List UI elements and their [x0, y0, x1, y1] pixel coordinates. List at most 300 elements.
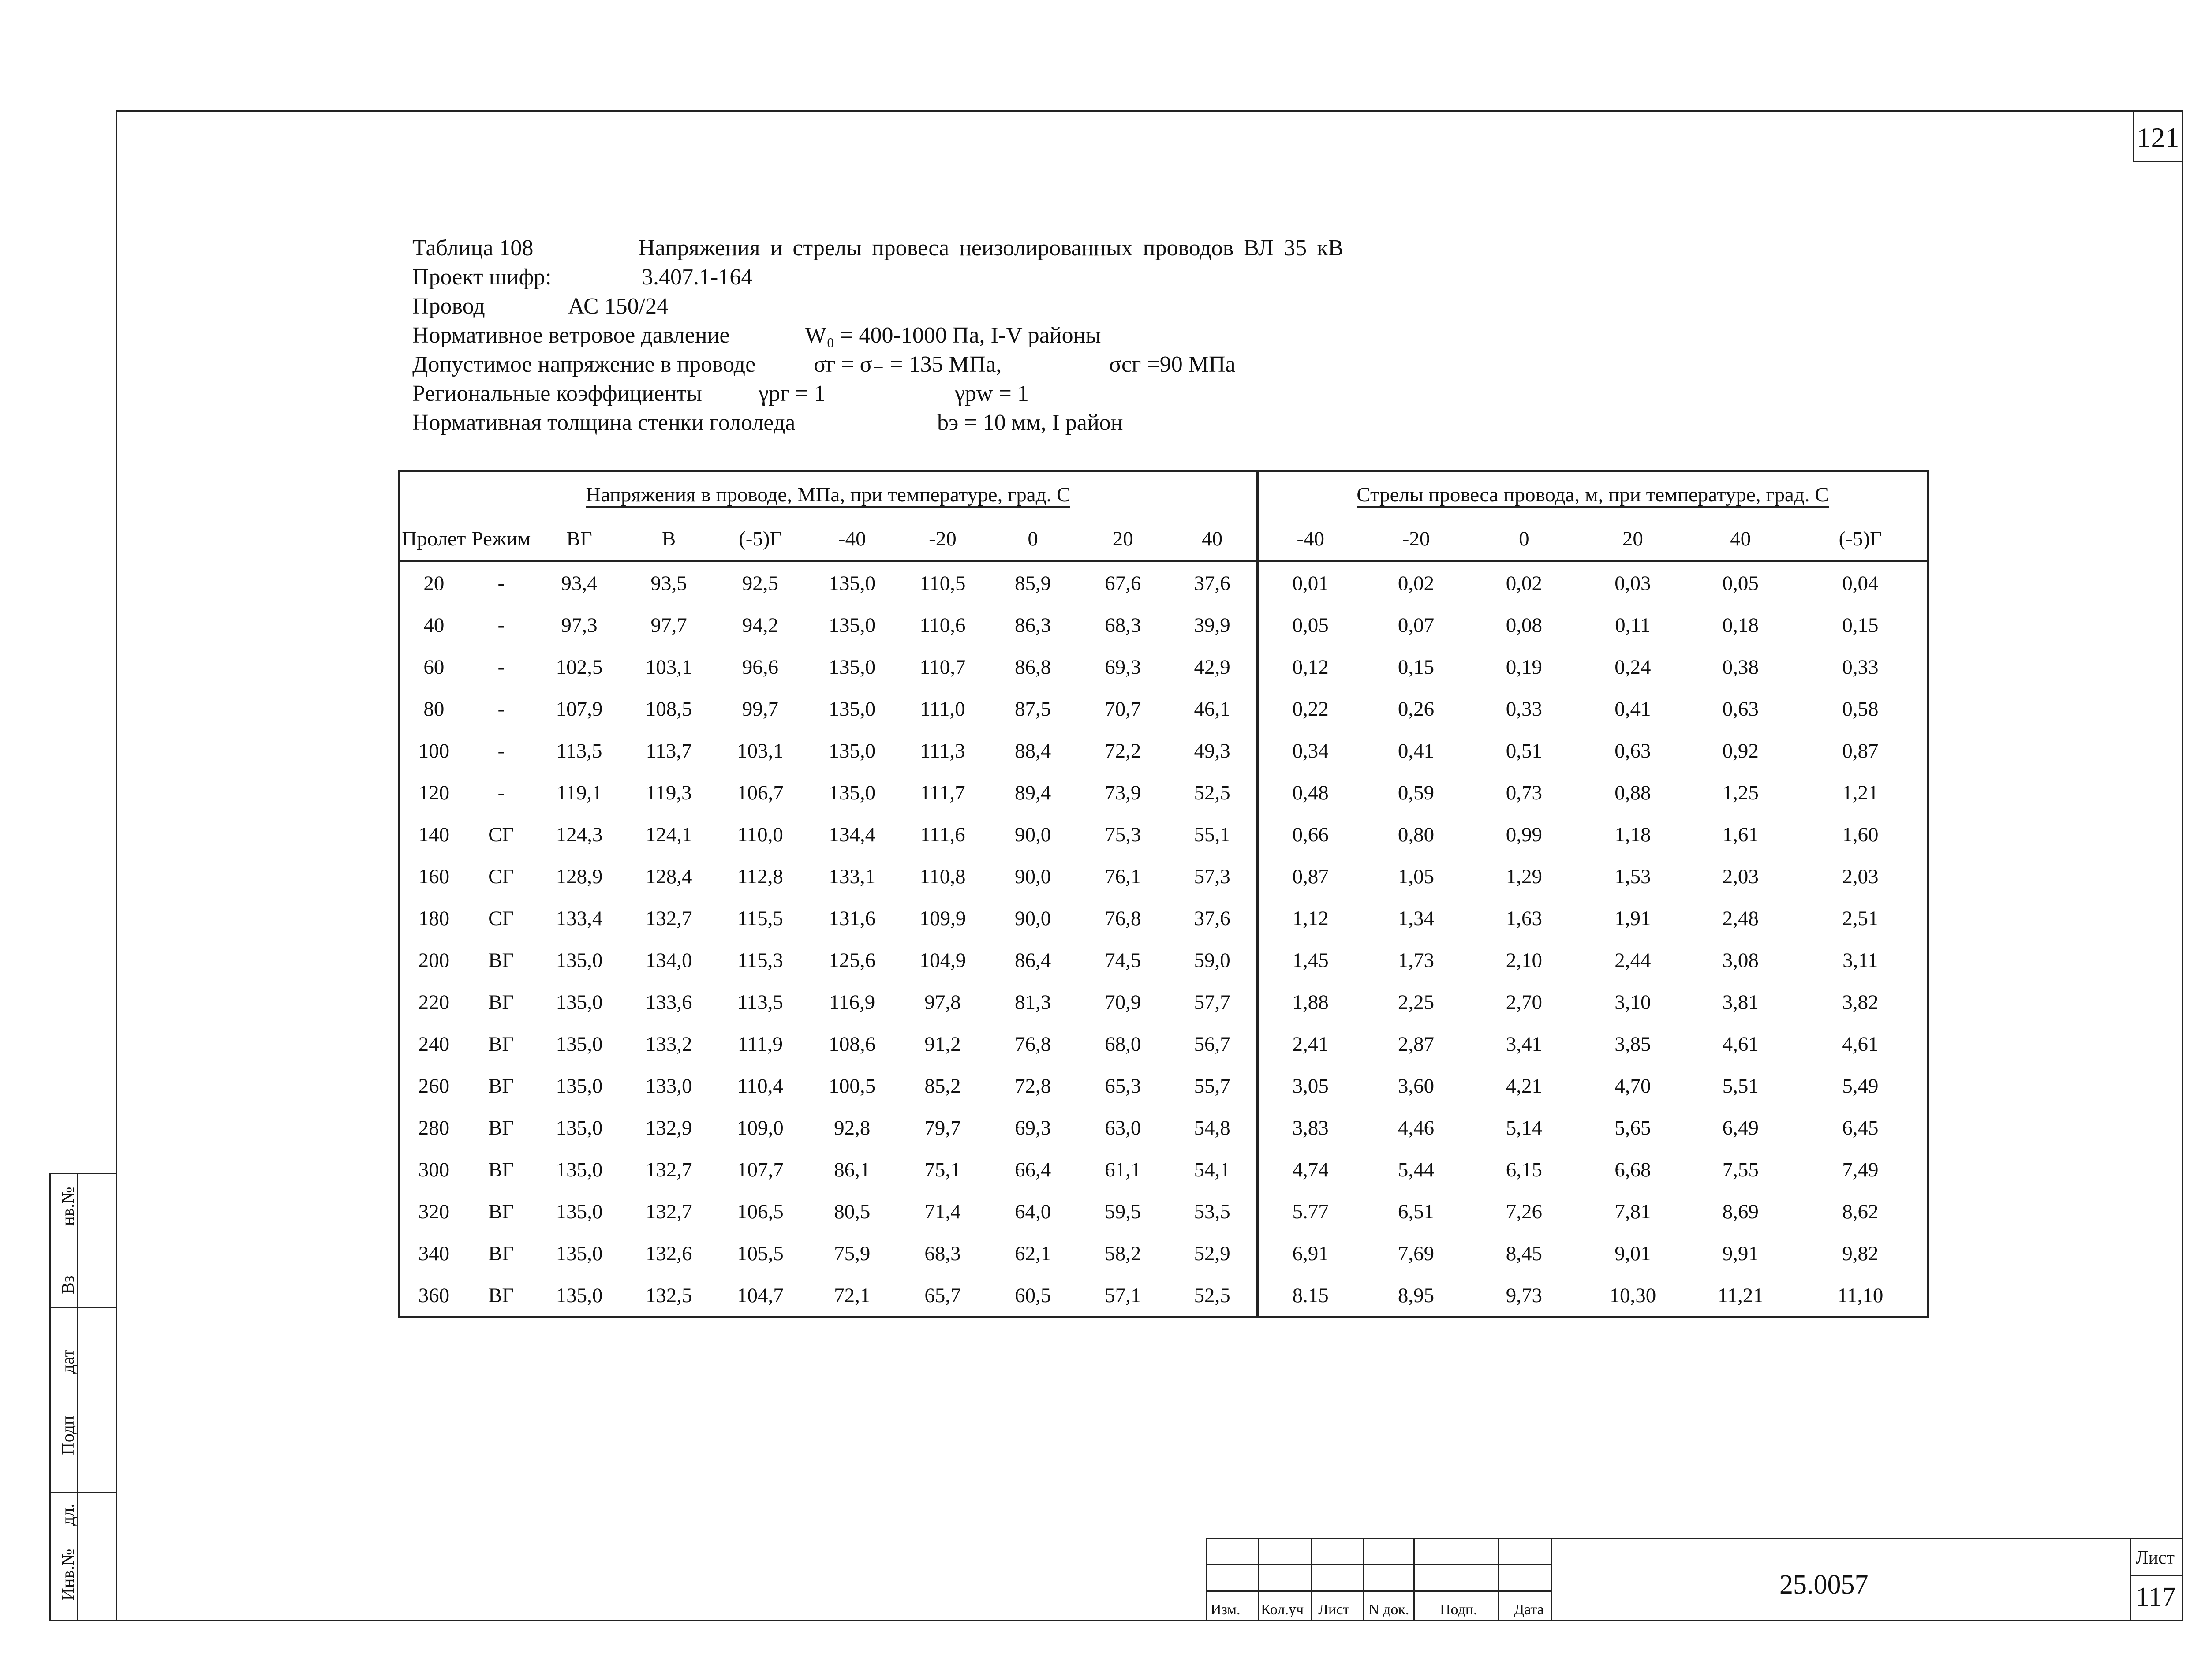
mode-cell: СГ — [488, 823, 514, 846]
sag-cell: 0,19 — [1506, 655, 1543, 679]
stress-cell: 106,7 — [737, 781, 784, 804]
sag-cell: 1,91 — [1615, 907, 1651, 930]
sag-cell: 4,61 — [1794, 1023, 1928, 1065]
stress-cell: 111,6 — [920, 823, 965, 846]
stress-cell: 89,4 — [1015, 781, 1051, 804]
sag-cell: 0,34 — [1257, 730, 1362, 772]
stress-cell: 68,3 — [924, 1242, 961, 1265]
col-header: 40 — [1687, 517, 1794, 561]
sag-cell: 8,95 — [1362, 1274, 1469, 1318]
stress-cell: 52,9 — [1194, 1242, 1230, 1265]
span-cell: 120 — [399, 772, 468, 814]
ice-label: Нормативная толщина стенки гололеда — [412, 410, 796, 435]
sag-cell: 0,08 — [1506, 613, 1543, 637]
sag-cell: 7,26 — [1506, 1200, 1543, 1223]
stress-cell: 110,8 — [919, 865, 966, 888]
stress-cell: 103,1 — [737, 739, 784, 762]
sag-cell: 2,03 — [1794, 855, 1928, 897]
stress-cell: 132,6 — [645, 1242, 692, 1265]
sag-cell: 1,25 — [1722, 781, 1759, 804]
stress-cell: 57,7 — [1194, 990, 1230, 1014]
stress-cell: 90,0 — [1015, 907, 1051, 930]
stress-cell: 88,4 — [1015, 739, 1051, 762]
stress-cell: 102,5 — [556, 655, 603, 679]
ice-value: bэ = 10 мм, I район — [937, 410, 1123, 435]
stress-cell: 115,5 — [737, 907, 783, 930]
span-cell: 320 — [399, 1191, 468, 1232]
sag-cell: 5.77 — [1257, 1191, 1362, 1232]
stress-cell: 107,9 — [556, 697, 603, 721]
stress-cell: 75,1 — [924, 1158, 961, 1181]
sag-cell: 6,51 — [1398, 1200, 1435, 1223]
stress-cell: 87,5 — [1015, 697, 1051, 721]
span-cell: 280 — [399, 1107, 468, 1149]
col-header: -20 — [1362, 517, 1469, 561]
stress-cell: 86,8 — [1015, 655, 1051, 679]
table-title: Напряжения и стрелы провеса неизолированных проводов ВЛ 35 кВ — [639, 235, 1344, 261]
table-row — [399, 688, 1928, 730]
sidebar-row-line — [51, 1492, 116, 1493]
sidebar-label: Подп — [58, 1415, 78, 1455]
table-row — [399, 730, 1928, 772]
mode-cell: ВГ — [488, 1074, 514, 1098]
stress-cell: 124,3 — [556, 823, 603, 846]
span-cell: 260 — [399, 1065, 468, 1107]
span-cell: 40 — [399, 604, 468, 646]
stress-cell: 111,9 — [737, 1032, 783, 1056]
stress-cell: 69,3 — [1015, 1116, 1051, 1139]
stress-cell: 92,5 — [742, 571, 778, 595]
stress-label: Допустимое напряжение в проводе — [412, 352, 756, 377]
stress-cell: 128,4 — [645, 865, 692, 888]
document-code: 25.0057 — [1779, 1570, 1869, 1600]
span-cell: 360 — [399, 1274, 468, 1318]
stress-cell: 109,9 — [919, 907, 966, 930]
sag-cell: 9,01 — [1615, 1242, 1651, 1265]
stress-cell: 135,0 — [556, 1242, 603, 1265]
sag-cell: 0,15 — [1794, 604, 1928, 646]
sag-cell: 3,41 — [1506, 1032, 1543, 1056]
stress-cell: 111,3 — [920, 739, 965, 762]
stress-cell: 135,0 — [829, 655, 876, 679]
sag-cell: 6,68 — [1615, 1158, 1651, 1181]
sag-cell: 6,15 — [1506, 1158, 1543, 1181]
sag-cell: 1,61 — [1722, 823, 1759, 846]
sag-cell: 0,33 — [1794, 646, 1928, 688]
sag-cell: 0,07 — [1398, 613, 1435, 637]
stress-cell: 104,7 — [714, 1274, 807, 1318]
table-row — [399, 604, 1928, 646]
stamp-label: Кол.уч — [1261, 1602, 1304, 1618]
regional-label: Региональные коэффициенты — [412, 381, 702, 406]
sidebar-label: дат — [58, 1349, 78, 1374]
table-row — [399, 1023, 1928, 1065]
sag-cell: 1,45 — [1257, 939, 1362, 981]
sag-cell: 2,44 — [1615, 948, 1651, 972]
stress-cell: 49,3 — [1194, 739, 1230, 762]
col-header: 40 — [1168, 517, 1257, 561]
stress-cell: 72,2 — [1105, 739, 1141, 762]
mode-cell: - — [497, 697, 505, 721]
sag-cell: 2,51 — [1794, 897, 1928, 939]
stress-cell: 110,6 — [919, 613, 966, 637]
stress-cell: 92,8 — [834, 1116, 871, 1139]
sag-cell: 3,83 — [1257, 1107, 1362, 1149]
stress-cell: 124,1 — [645, 823, 692, 846]
sag-cell: 4,70 — [1615, 1074, 1651, 1098]
sag-cell: 1,73 — [1398, 948, 1435, 972]
project-label: Проект шифр: — [412, 265, 552, 290]
stress-cell: 57,1 — [1078, 1274, 1168, 1318]
stress-cell: 115,3 — [737, 948, 783, 972]
stress-cell: 76,1 — [1105, 865, 1141, 888]
page-number: 121 — [2133, 110, 2183, 162]
stress-value: σг = σ₋ = 135 МПа, — [814, 352, 1002, 377]
stamp-label: Лист — [1318, 1602, 1350, 1618]
stress-cell: 53,5 — [1194, 1200, 1230, 1223]
sag-cell: 1,88 — [1257, 981, 1362, 1023]
stress-cell: 135,0 — [829, 739, 876, 762]
col-header: В — [624, 517, 714, 561]
stress-cell: 108,6 — [829, 1032, 876, 1056]
stress-cell: 135,0 — [534, 1274, 624, 1318]
sag-cell: 0,48 — [1257, 772, 1362, 814]
sag-cell: 0,63 — [1722, 697, 1759, 721]
stress-cell: 132,9 — [645, 1116, 692, 1139]
sag-cell: 5,51 — [1722, 1074, 1759, 1098]
stress-cell: 107,7 — [737, 1158, 784, 1181]
table-row — [399, 897, 1928, 939]
wind-label: Нормативное ветровое давление — [412, 323, 730, 348]
sag-cell: 3,82 — [1794, 981, 1928, 1023]
stress-cell: 56,7 — [1194, 1032, 1230, 1056]
mode-cell: ВГ — [468, 1274, 534, 1318]
sheet-number: 117 — [2136, 1582, 2176, 1612]
sag-cell: 0,92 — [1722, 739, 1759, 762]
stamp-label: N док. — [1368, 1602, 1409, 1618]
sag-cell: 7,69 — [1398, 1242, 1435, 1265]
stress-cell: 42,9 — [1194, 655, 1230, 679]
stress-cell: 135,0 — [556, 1116, 603, 1139]
span-cell: 180 — [399, 897, 468, 939]
stress-cell: 110,0 — [737, 823, 783, 846]
stress-cell: 134,0 — [645, 948, 692, 972]
sag-cell: 3,85 — [1615, 1032, 1651, 1056]
sag-cell: 0,59 — [1398, 781, 1435, 804]
stress-cell: 110,7 — [919, 655, 966, 679]
stress-cell: 94,2 — [742, 613, 778, 637]
sag-cell: 6,45 — [1794, 1107, 1928, 1149]
mode-cell: ВГ — [488, 1158, 514, 1181]
stress-cell: 133,6 — [645, 990, 692, 1014]
wind-value: W₀ = 400-1000 Па, I-V районы — [805, 323, 1101, 348]
sag-cell: 6,91 — [1257, 1232, 1362, 1274]
sag-cell: 4,21 — [1506, 1074, 1543, 1098]
col-header: 20 — [1078, 517, 1168, 561]
sag-cell: 11,21 — [1687, 1274, 1794, 1318]
table-row — [399, 561, 1928, 605]
sag-cell: 8,62 — [1794, 1191, 1928, 1232]
sag-cell: 0,12 — [1257, 646, 1362, 688]
sag-cell: 0,63 — [1615, 739, 1651, 762]
stress-cell: 76,8 — [1105, 907, 1141, 930]
table-row — [399, 646, 1928, 688]
stress-cell: 119,3 — [646, 781, 692, 804]
col-header: Режим — [468, 517, 534, 561]
stress-cell: 52,5 — [1194, 781, 1230, 804]
sag-cell: 0,18 — [1722, 613, 1759, 637]
title-block — [1206, 1538, 2183, 1621]
table-label: Таблица 108 — [412, 235, 534, 261]
stress-cell: 69,3 — [1105, 655, 1141, 679]
stress-cell: 54,1 — [1194, 1158, 1230, 1181]
stress-cell: 59,0 — [1194, 948, 1230, 972]
stress-cell: 86,1 — [834, 1158, 871, 1181]
sag-cell: 9,82 — [1794, 1232, 1928, 1274]
sag-cell: 8.15 — [1257, 1274, 1362, 1318]
span-cell: 300 — [399, 1149, 468, 1191]
stress-cell: 68,3 — [1105, 613, 1141, 637]
stress-cell: 135,0 — [829, 571, 876, 595]
stress-cell: 105,5 — [737, 1242, 784, 1265]
stamp-label: Изм. — [1211, 1602, 1241, 1618]
sag-cell: 3,11 — [1794, 939, 1928, 981]
sag-cell: 0,03 — [1615, 571, 1651, 595]
col-header: -40 — [1257, 517, 1362, 561]
col-header: Пролет — [399, 517, 468, 561]
stress-value-2: σсг =90 МПа — [1109, 352, 1236, 377]
group-sag-header — [1257, 471, 1928, 518]
stress-cell: 70,7 — [1105, 697, 1141, 721]
stress-cell: 64,0 — [1015, 1200, 1051, 1223]
stress-cell: 112,8 — [737, 865, 783, 888]
sag-cell: 3,08 — [1722, 948, 1759, 972]
span-cell: 160 — [399, 855, 468, 897]
sag-cell: 5,49 — [1794, 1065, 1928, 1107]
mode-cell: СГ — [488, 907, 514, 930]
stress-cell: 99,7 — [742, 697, 778, 721]
stress-cell: 80,5 — [834, 1200, 871, 1223]
sag-cell: 1,18 — [1615, 823, 1651, 846]
stress-cell: 113,5 — [556, 739, 602, 762]
table-row — [399, 855, 1928, 897]
stress-cell: 135,0 — [829, 613, 876, 637]
col-header: -20 — [897, 517, 988, 561]
sag-cell: 10,30 — [1578, 1274, 1687, 1318]
stress-cell: 134,4 — [829, 823, 876, 846]
sag-cell: 0,87 — [1257, 855, 1362, 897]
sag-cell: 5,65 — [1615, 1116, 1651, 1139]
stress-cell: 113,7 — [646, 739, 692, 762]
stress-cell: 37,6 — [1194, 571, 1230, 595]
stress-cell: 110,5 — [919, 571, 966, 595]
sag-cell: 0,26 — [1398, 697, 1435, 721]
stress-cell: 111,7 — [920, 781, 965, 804]
data-table — [398, 470, 1929, 1318]
project-code: 3.407.1-164 — [642, 265, 753, 290]
span-cell: 240 — [399, 1023, 468, 1065]
sag-cell: 0,80 — [1398, 823, 1435, 846]
stress-cell: 135,0 — [556, 1200, 603, 1223]
span-cell: 220 — [399, 981, 468, 1023]
span-cell: 20 — [399, 561, 468, 605]
stress-cell: 125,6 — [829, 948, 876, 972]
sag-cell: 2,25 — [1398, 990, 1435, 1014]
table-row — [399, 1107, 1928, 1149]
stress-cell: 85,9 — [1015, 571, 1051, 595]
stress-cell: 108,5 — [645, 697, 692, 721]
stress-cell: 63,0 — [1105, 1116, 1141, 1139]
stress-cell: 55,7 — [1194, 1074, 1230, 1098]
stress-cell: 103,1 — [645, 655, 692, 679]
sag-cell: 0,66 — [1257, 814, 1362, 855]
sag-cell: 3,10 — [1615, 990, 1651, 1014]
sag-cell: 0,15 — [1398, 655, 1435, 679]
stress-cell: 133,1 — [829, 865, 876, 888]
sag-cell: 3,60 — [1398, 1074, 1435, 1098]
sidebar-label: Вз — [58, 1275, 78, 1294]
mode-cell: ВГ — [488, 1116, 514, 1139]
sag-cell: 1,05 — [1398, 865, 1435, 888]
span-cell: 200 — [399, 939, 468, 981]
wire-value: АС 150/24 — [568, 294, 669, 319]
stress-cell: 37,6 — [1194, 907, 1230, 930]
stress-cell: 76,8 — [1015, 1032, 1051, 1056]
sag-cell: 8,69 — [1722, 1200, 1759, 1223]
stress-cell: 68,0 — [1105, 1032, 1141, 1056]
table-row — [399, 1191, 1928, 1232]
group-stress-label: Напряжения в проводе, МПа, при температуре, град. С — [586, 483, 1071, 508]
sag-cell: 4,61 — [1722, 1032, 1759, 1056]
stress-cell: 65,3 — [1105, 1074, 1141, 1098]
mode-cell: ВГ — [488, 990, 514, 1014]
regional-w: γрw = 1 — [955, 381, 1029, 406]
sag-cell: 8,45 — [1506, 1242, 1543, 1265]
sag-cell: 11,10 — [1794, 1274, 1928, 1318]
sag-cell: 9,91 — [1722, 1242, 1759, 1265]
sag-cell: 0,51 — [1506, 739, 1543, 762]
sag-cell: 0,87 — [1794, 730, 1928, 772]
stress-cell: 97,7 — [650, 613, 687, 637]
stress-cell: 96,6 — [742, 655, 778, 679]
sidebar-label: нв.№ — [58, 1187, 78, 1226]
table-row — [399, 1232, 1928, 1274]
sag-cell: 2,03 — [1722, 865, 1759, 888]
stress-cell: 97,8 — [924, 990, 961, 1014]
table-row — [399, 981, 1928, 1023]
mode-cell: ВГ — [488, 1242, 514, 1265]
stamp-label: Дата — [1514, 1602, 1544, 1618]
sag-cell: 9,73 — [1470, 1274, 1578, 1318]
group-stress-header — [399, 471, 1258, 518]
stress-cell: 90,0 — [1015, 823, 1051, 846]
sag-cell: 5,44 — [1398, 1158, 1435, 1181]
col-header: 20 — [1578, 517, 1687, 561]
sag-cell: 1,60 — [1794, 814, 1928, 855]
stress-cell: 60,5 — [988, 1274, 1078, 1318]
sheet-label: Лист — [2136, 1548, 2175, 1568]
stress-cell: 81,3 — [1015, 990, 1051, 1014]
span-cell: 80 — [399, 688, 468, 730]
group-header-row — [399, 471, 1928, 518]
stress-cell: 79,7 — [924, 1116, 961, 1139]
stamp-label: Подп. — [1440, 1602, 1477, 1618]
sag-cell: 0,58 — [1794, 688, 1928, 730]
stress-cell: 55,1 — [1194, 823, 1230, 846]
sidebar-label: дл. — [58, 1503, 78, 1526]
sag-cell: 0,05 — [1722, 571, 1759, 595]
stress-cell: 54,8 — [1194, 1116, 1230, 1139]
group-sag-label: Стрелы провеса провода, м, при температуре, град. С — [1357, 483, 1828, 508]
col-header: (-5)Г — [1794, 517, 1928, 561]
stress-cell: 111,0 — [920, 697, 965, 721]
col-header: -40 — [807, 517, 897, 561]
stress-cell: 132,7 — [645, 1200, 692, 1223]
sag-cell: 2,87 — [1398, 1032, 1435, 1056]
stress-cell: 57,3 — [1194, 865, 1230, 888]
stress-cell: 132,5 — [624, 1274, 714, 1318]
sag-cell: 0,01 — [1257, 561, 1362, 605]
stress-cell: 72,8 — [1015, 1074, 1051, 1098]
table-row — [399, 1149, 1928, 1191]
sag-cell: 3,81 — [1722, 990, 1759, 1014]
mode-cell: - — [497, 739, 505, 762]
mode-cell: - — [497, 655, 505, 679]
stress-cell: 58,2 — [1105, 1242, 1141, 1265]
sag-cell: 2,48 — [1722, 907, 1759, 930]
sag-cell: 0,99 — [1506, 823, 1543, 846]
span-cell: 140 — [399, 814, 468, 855]
mode-cell: - — [497, 781, 505, 804]
span-cell: 340 — [399, 1232, 468, 1274]
stress-cell: 66,4 — [1015, 1158, 1051, 1181]
sag-cell: 4,46 — [1398, 1116, 1435, 1139]
stress-cell: 93,5 — [650, 571, 687, 595]
sag-cell: 5,14 — [1506, 1116, 1543, 1139]
stress-cell: 104,9 — [919, 948, 966, 972]
stress-cell: 52,5 — [1168, 1274, 1257, 1318]
stress-cell: 91,2 — [924, 1032, 961, 1056]
stress-cell: 133,2 — [645, 1032, 692, 1056]
stress-cell: 39,9 — [1194, 613, 1230, 637]
table-row — [399, 1274, 1928, 1318]
stress-cell: 75,9 — [834, 1242, 871, 1265]
stress-cell: 61,1 — [1105, 1158, 1141, 1181]
stress-cell: 116,9 — [829, 990, 875, 1014]
stress-cell: 128,9 — [556, 865, 603, 888]
regional-g: γрг = 1 — [759, 381, 826, 406]
sag-cell: 0,11 — [1615, 613, 1651, 637]
sag-cell: 7,55 — [1722, 1158, 1759, 1181]
col-header: ВГ — [534, 517, 624, 561]
sag-cell: 0,02 — [1398, 571, 1435, 595]
stress-cell: 65,7 — [897, 1274, 988, 1318]
col-header: 0 — [1470, 517, 1578, 561]
stress-cell: 135,0 — [556, 948, 603, 972]
stress-cell: 75,3 — [1105, 823, 1141, 846]
stress-cell: 73,9 — [1105, 781, 1141, 804]
mode-cell: - — [497, 613, 505, 637]
stress-cell: 62,1 — [1015, 1242, 1051, 1265]
stress-cell: 59,5 — [1105, 1200, 1141, 1223]
stress-cell: 86,4 — [1015, 948, 1051, 972]
sag-cell: 0,73 — [1506, 781, 1543, 804]
stress-cell: 135,0 — [556, 1032, 603, 1056]
sag-cell: 1,63 — [1506, 907, 1543, 930]
stress-cell: 100,5 — [829, 1074, 876, 1098]
sidebar-label: Инв.№ — [58, 1549, 78, 1601]
sag-cell: 0,24 — [1615, 655, 1651, 679]
